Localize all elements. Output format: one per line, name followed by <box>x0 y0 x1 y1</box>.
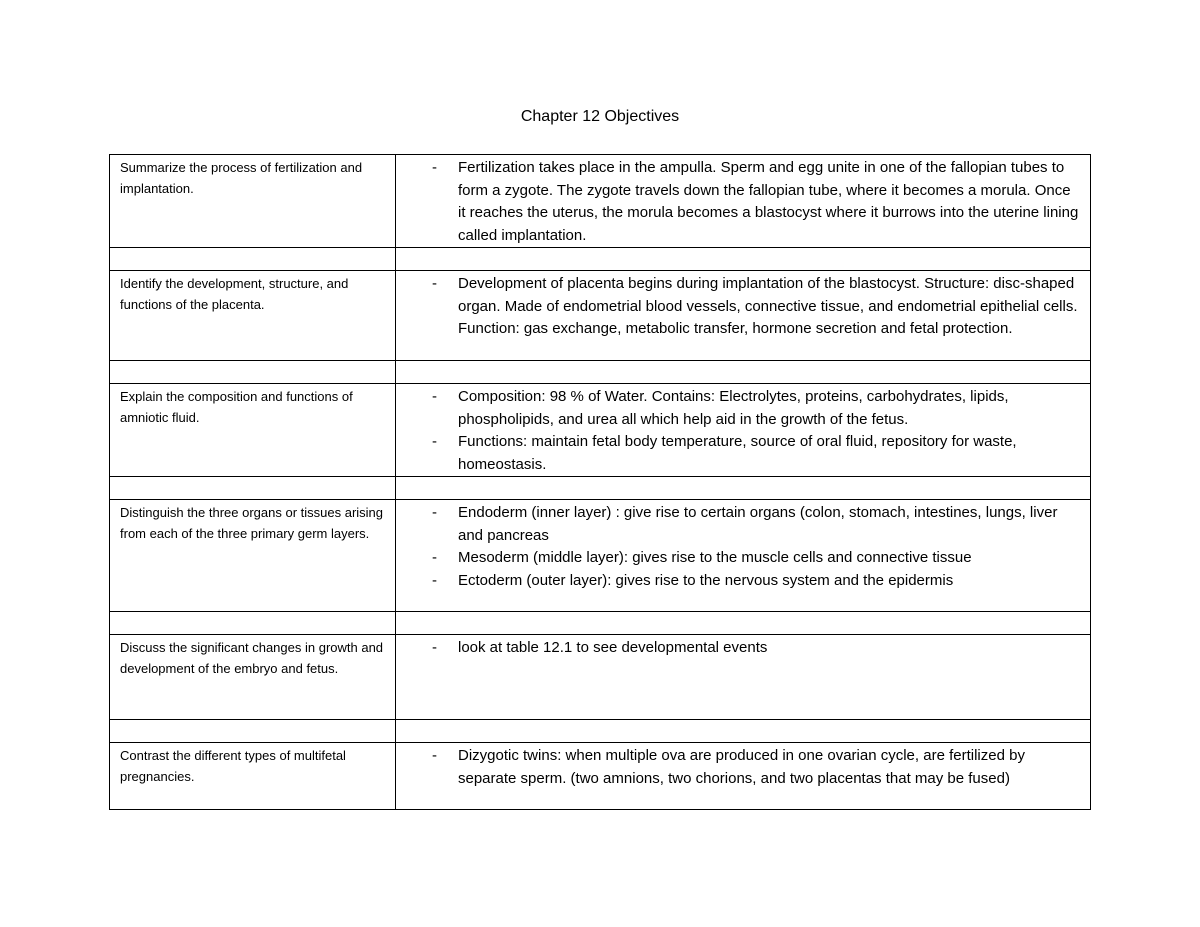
answer-text: Endoderm (inner layer) : give rise to certain organs (colon, stomach, intestines, lungs, liver and pancreas <box>458 504 1058 544</box>
objective-text: Contrast the different types of multifetal pregnancies. <box>120 748 346 784</box>
answer-text: Composition: 98 % of Water. Contains: Electrolytes, proteins, carbohydrates, lipids, phospholipids, and urea all which help aid in the growth of the fetus. <box>458 388 1009 428</box>
objective-text: Summarize the process of fertilization and implantation. <box>120 160 363 196</box>
answer-text: Dizygotic twins: when multiple ova are produced in one ovarian cycle, are fertilized by separate sperm. (two amnions, two chorions, and two placentas that may be fused) <box>458 747 1025 787</box>
bullet-dash: - <box>432 571 437 589</box>
objective-cell <box>110 500 396 612</box>
bullet-dash: - <box>432 504 437 521</box>
objective-row <box>110 384 1091 477</box>
answer-list <box>396 384 1090 476</box>
answer-cell <box>396 384 1091 477</box>
bullet-dash: - <box>432 433 437 450</box>
objective-row <box>110 271 1091 361</box>
answer-cell <box>396 271 1091 361</box>
answer-cell <box>396 635 1091 720</box>
answer-text: Fertilization takes place in the ampulla. Sperm and egg unite in one of the fallopian tubes to form a zygote. The zygote travels down the fallopian tube, where it becomes a morula. Once it reaches the uterus, the morula becomes a blastocyst where it burrows into the uterine lining called implantation. <box>458 159 1079 244</box>
bullet-dash: - <box>432 275 437 292</box>
spacer-row <box>110 248 1091 271</box>
spacer-row <box>110 720 1091 743</box>
answer-text: Ectoderm (outer layer): gives rise to the nervous system and the epidermis <box>458 571 954 589</box>
bullet-dash: - <box>432 747 437 764</box>
objective-row <box>110 635 1091 720</box>
answer-list <box>396 155 1090 247</box>
answer-list <box>396 271 1090 341</box>
answer-item <box>432 157 1080 247</box>
objective-cell <box>110 743 396 810</box>
answer-text: Functions: maintain fetal body temperature, source of oral fluid, repository for waste, homeostasis. <box>458 433 1017 473</box>
answer-list <box>396 635 1090 660</box>
spacer-row <box>110 477 1091 500</box>
answer-item <box>432 745 1080 790</box>
objective-text: Distinguish the three organs or tissues arising from each of the three primary germ layers. <box>120 505 384 541</box>
objective-row <box>110 743 1091 810</box>
answer-item <box>432 547 1080 570</box>
objective-cell <box>110 384 396 477</box>
objective-row <box>110 500 1091 612</box>
answer-item <box>432 273 1080 341</box>
objective-row <box>110 155 1091 248</box>
answer-item <box>432 431 1080 476</box>
objective-cell <box>110 635 396 720</box>
page-title: Chapter 12 Objectives <box>520 108 680 125</box>
objective-cell <box>110 271 396 361</box>
answer-text: look at table 12.1 to see developmental events <box>458 639 768 656</box>
answer-item <box>432 502 1080 547</box>
spacer-row <box>110 612 1091 635</box>
answer-item <box>432 570 1080 593</box>
spacer-row <box>110 361 1091 384</box>
answer-text: Development of placenta begins during implantation of the blastocyst. Structure: disc-shaped organ. Made of endometrial blood vessels, connective tissue, and endometrial epithelial cells. Function: gas exchange, metabolic transfer, hormone secretion and fetal protection. <box>458 275 1078 337</box>
answer-text: Mesoderm (middle layer): gives rise to the muscle cells and connective tissue <box>458 549 972 566</box>
answer-cell <box>396 743 1091 810</box>
answer-item <box>432 637 1080 660</box>
objective-text: Discuss the significant changes in growth and development of the embryo and fetus. <box>120 640 384 676</box>
bullet-dash: - <box>432 639 437 656</box>
bullet-dash: - <box>432 549 437 566</box>
answer-list <box>396 743 1090 790</box>
bullet-dash: - <box>432 159 437 176</box>
objective-text: Identify the development, structure, and functions of the placenta. <box>120 276 349 312</box>
bullet-dash: - <box>432 388 437 405</box>
answer-list <box>396 500 1090 592</box>
objective-cell <box>110 155 396 248</box>
objectives-table <box>109 154 1091 810</box>
answer-cell <box>396 155 1091 248</box>
answer-cell <box>396 500 1091 612</box>
objective-text: Explain the composition and functions of amniotic fluid. <box>120 389 353 425</box>
answer-item <box>432 386 1080 431</box>
